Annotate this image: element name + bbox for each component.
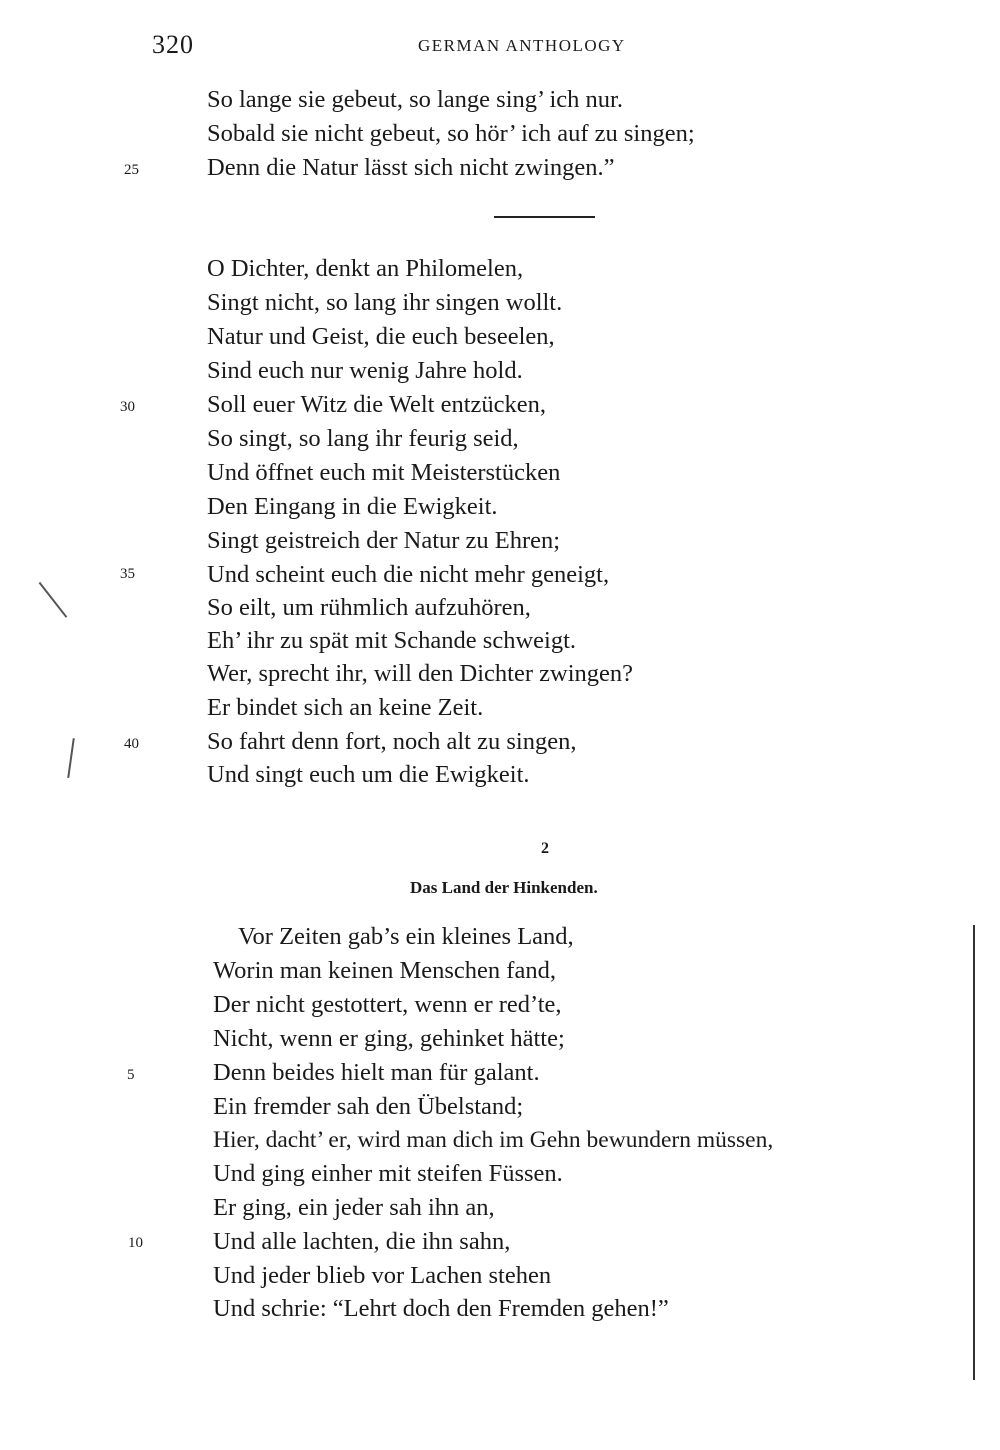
poem-number: 2 xyxy=(541,840,549,857)
verse-line: So fahrt denn fort, noch alt zu singen, xyxy=(207,728,577,755)
verse-line: So singt, so lang ihr feurig seid, xyxy=(207,425,519,452)
verse-line: Eh’ ihr zu spät mit Schande schweigt. xyxy=(207,627,576,654)
verse-line: Wer, sprecht ihr, will den Dichter zwingen? xyxy=(207,660,634,687)
verse-line: Vor Zeiten gab’s ein kleines Land, xyxy=(238,923,574,950)
verse-line: Und jeder blieb vor Lachen stehen xyxy=(213,1262,552,1289)
verse-line: Und alle lachten, die ihn sahn, xyxy=(213,1228,511,1255)
verse-line: Singt nicht, so lang ihr singen wollt. xyxy=(207,289,563,316)
line-number: 25 xyxy=(124,162,139,178)
verse-line: Den Eingang in die Ewigkeit. xyxy=(207,493,498,520)
verse-line: Sobald sie nicht gebeut, so hör’ ich auf zu singen; xyxy=(207,120,695,147)
verse-line: Ein fremder sah den Übelstand; xyxy=(213,1093,524,1120)
verse-line: Soll euer Witz die Welt entzücken, xyxy=(207,391,547,418)
page-number: 320 xyxy=(152,30,194,59)
running-head: GERMAN ANTHOLOGY xyxy=(418,36,626,55)
verse-line: Singt geistreich der Natur zu Ehren; xyxy=(207,527,561,554)
verse-line: So lange sie gebeut, so lange sing’ ich nur. xyxy=(207,86,623,113)
verse-line: Er ging, ein jeder sah ihn an, xyxy=(213,1194,495,1221)
verse-line: Und scheint euch die nicht mehr geneigt, xyxy=(207,561,610,588)
verse-line: Denn die Natur lässt sich nicht zwingen.” xyxy=(207,154,615,181)
verse-line: Und öffnet euch mit Meisterstücken xyxy=(207,459,561,486)
verse-line: Nicht, wenn er ging, gehinket hätte; xyxy=(213,1025,565,1052)
verse-line: Worin man keinen Menschen fand, xyxy=(213,957,556,984)
section-divider xyxy=(494,216,595,218)
line-number: 35 xyxy=(120,566,135,582)
verse-line: Denn beides hielt man für galant. xyxy=(213,1059,540,1086)
verse-line: So eilt, um rühmlich aufzuhören, xyxy=(207,594,531,621)
poem-title: Das Land der Hinkenden. xyxy=(410,878,598,897)
line-number: 40 xyxy=(124,736,139,752)
scan-mark xyxy=(39,582,67,618)
verse-line: Und schrie: “Lehrt doch den Fremden gehen!” xyxy=(213,1295,669,1322)
verse-line: Und singt euch um die Ewigkeit. xyxy=(207,761,530,788)
verse-line: O Dichter, denkt an Philomelen, xyxy=(207,255,524,282)
line-number: 10 xyxy=(128,1235,143,1251)
verse-line: Sind euch nur wenig Jahre hold. xyxy=(207,357,523,384)
line-number: 5 xyxy=(127,1067,135,1083)
scan-mark xyxy=(67,738,74,778)
verse-line: Natur und Geist, die euch beseelen, xyxy=(207,323,555,350)
verse-line: Er bindet sich an keine Zeit. xyxy=(207,694,484,721)
verse-line: Der nicht gestottert, wenn er red’te, xyxy=(213,991,562,1018)
verse-line: Und ging einher mit steifen Füssen. xyxy=(213,1160,563,1187)
line-number: 30 xyxy=(120,399,135,415)
verse-line: Hier, dacht’ er, wird man dich im Gehn bewundern müssen, xyxy=(213,1127,774,1153)
scan-edge-line xyxy=(973,925,975,1380)
